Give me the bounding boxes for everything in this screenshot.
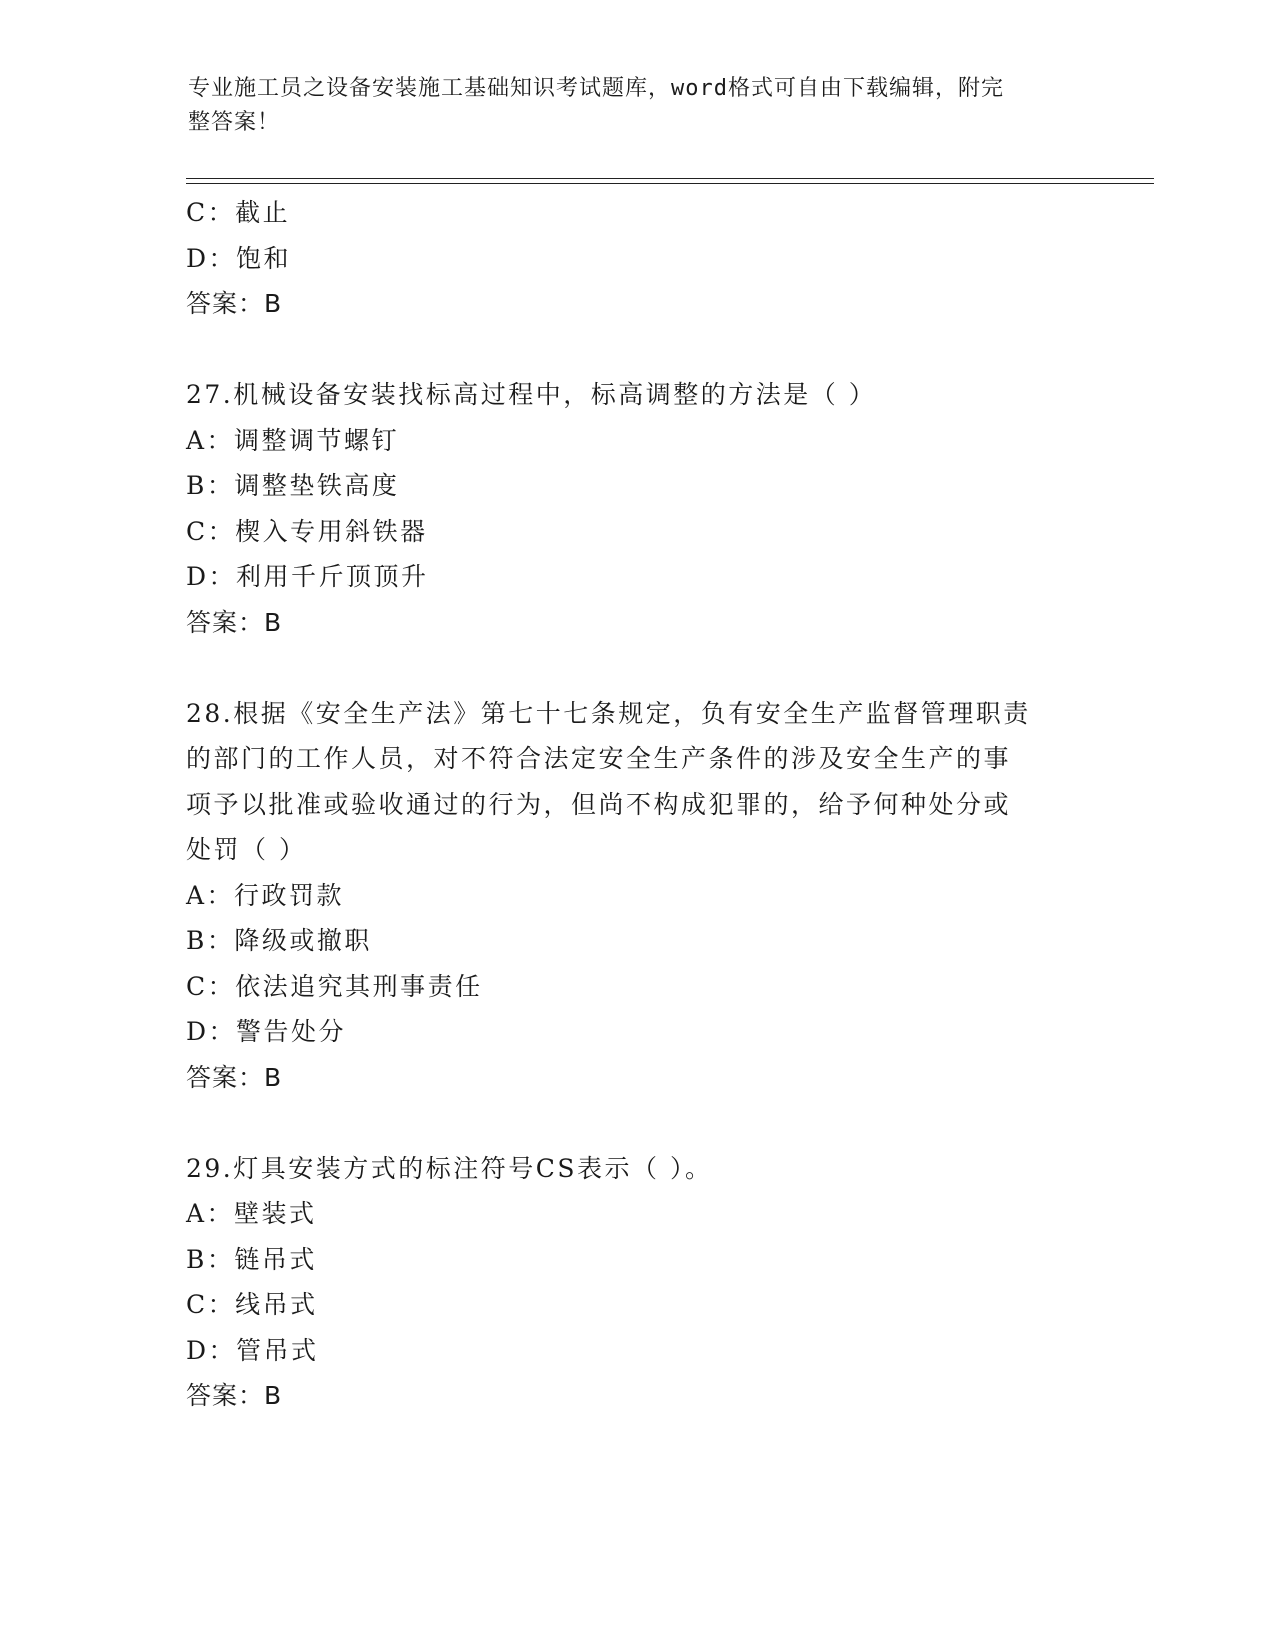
option-b: B：链吊式 [186,1244,317,1274]
question-text-line-3: 项予以批准或验收通过的行为，但尚不构成犯罪的，给予何种处分或 [186,789,1012,819]
question-text: 27.机械设备安装找标高过程中，标高调整的方法是（ ） [186,380,877,409]
spacer [186,1100,1086,1146]
question-27 [186,372,1086,645]
answer-line: 答案：B [186,607,283,637]
option-d: D：管吊式 [186,1335,319,1365]
spacer [186,327,1086,373]
option-b: B：降级或撤职 [186,926,372,955]
question-text: 29.灯具安装方式的标注符号CS表示（ ）。 [186,1153,713,1183]
option-c: C：线吊式 [186,1290,318,1319]
question-26-tail [186,190,1086,327]
question-text-line-4: 处罚（ ） [186,835,307,864]
answer-line: 答案：B [186,1381,283,1410]
question-text-line-2: 的部门的工作人员，对不符合法定安全生产条件的涉及安全生产的事 [186,744,1012,773]
header-line-2: 整答案！ [188,110,281,135]
spacer [186,645,1086,691]
option-a: A：行政罚款 [186,880,345,910]
option-a: A：壁装式 [186,1199,317,1228]
option-d: D：利用千斤顶顶升 [186,562,429,591]
question-text-line-1: 28.根据《安全生产法》第七十七条规定，负有安全生产监督管理职责 [186,698,1031,728]
question-list [186,190,1086,1419]
answer-line: 答案：B [186,289,283,318]
header-line-1: 专业施工员之设备安装施工基础知识考试题库，word格式可自由下载编辑，附完 [188,76,1004,101]
option-d: D：饱和 [186,243,292,273]
document-header [188,72,1068,140]
option-a: A：调整调节螺钉 [186,425,400,455]
option-c: C：楔入专用斜铁器 [186,516,428,546]
question-29 [186,1146,1086,1419]
header-rule-top [186,178,1154,179]
header-rule-bottom [186,183,1154,184]
option-b: B：调整垫铁高度 [186,471,400,500]
option-c: C：依法追究其刑事责任 [186,971,483,1001]
question-28 [186,691,1086,1101]
option-d: D：警告处分 [186,1017,347,1046]
option-c: C：截止 [186,198,291,227]
answer-line: 答案：B [186,1062,283,1092]
